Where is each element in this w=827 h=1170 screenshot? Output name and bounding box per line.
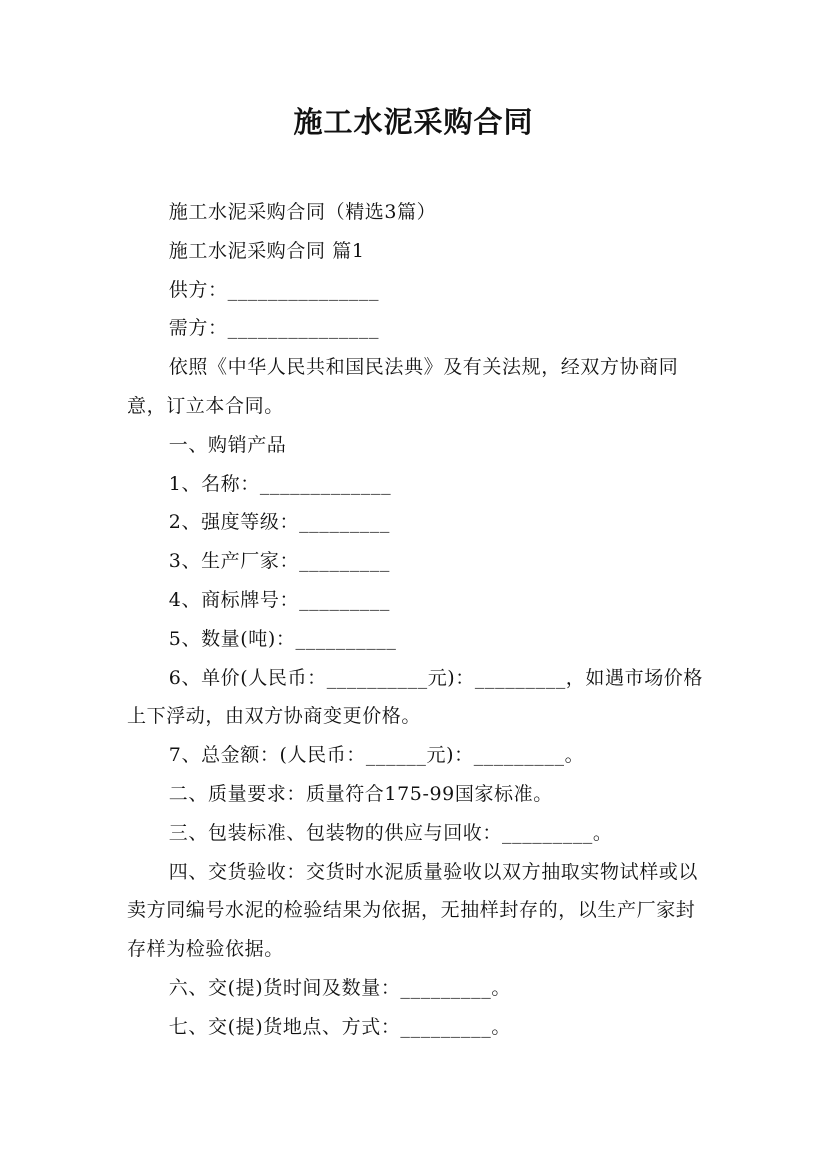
paragraph-item-brand: 4、商标牌号：_________	[168, 588, 390, 611]
paragraph-section-heading: 施工水泥采购合同 篇1	[168, 239, 365, 262]
paragraph-clause-quality: 二、质量要求：质量符合175-99国家标准。	[168, 782, 553, 805]
paragraph-item-quantity: 5、数量(吨)：__________	[168, 627, 397, 650]
paragraph-clause-delivery-time: 六、交(提)货时间及数量：_________。	[168, 976, 511, 999]
paragraph-clause-packaging: 三、包装标准、包装物的供应与回收：_________。	[168, 821, 613, 844]
paragraph-clause-products: 一、购销产品	[168, 433, 287, 456]
paragraph-item-name: 1、名称：_____________	[168, 472, 392, 495]
paragraph-item-total: 7、总金额：(人民币：______元)：_________。	[168, 744, 585, 767]
paragraph-clause-acceptance: 四、交货验收：交货时水泥质量验收以双方抽取实物试样或以卖方同编号水泥的检验结果为依据，无抽样封存的，以生产厂家封存样为检验依据。	[127, 860, 698, 961]
paragraph-buyer: 需方：_______________	[168, 317, 380, 340]
paragraph-subtitle: 施工水泥采购合同（精选3篇）	[168, 201, 437, 223]
paragraph-supplier: 供方：_______________	[168, 278, 380, 301]
paragraph-preamble: 依照《中华人民共和国民法典》及有关法规，经双方协商同意，订立本合同。	[127, 356, 679, 417]
document-body	[127, 193, 705, 1047]
paragraph-clause-delivery-place: 七、交(提)货地点、方式：_________。	[168, 1015, 511, 1038]
document-title: 施工水泥采购合同	[293, 105, 534, 139]
paragraph-item-unit-price: 6、单价(人民币：__________元)：_________，如遇市场价格上下浮动，由双方协商变更价格。	[127, 666, 704, 728]
paragraph-item-manufacturer: 3、生产厂家：_________	[168, 550, 390, 573]
paragraph-item-grade: 2、强度等级：_________	[168, 511, 390, 534]
